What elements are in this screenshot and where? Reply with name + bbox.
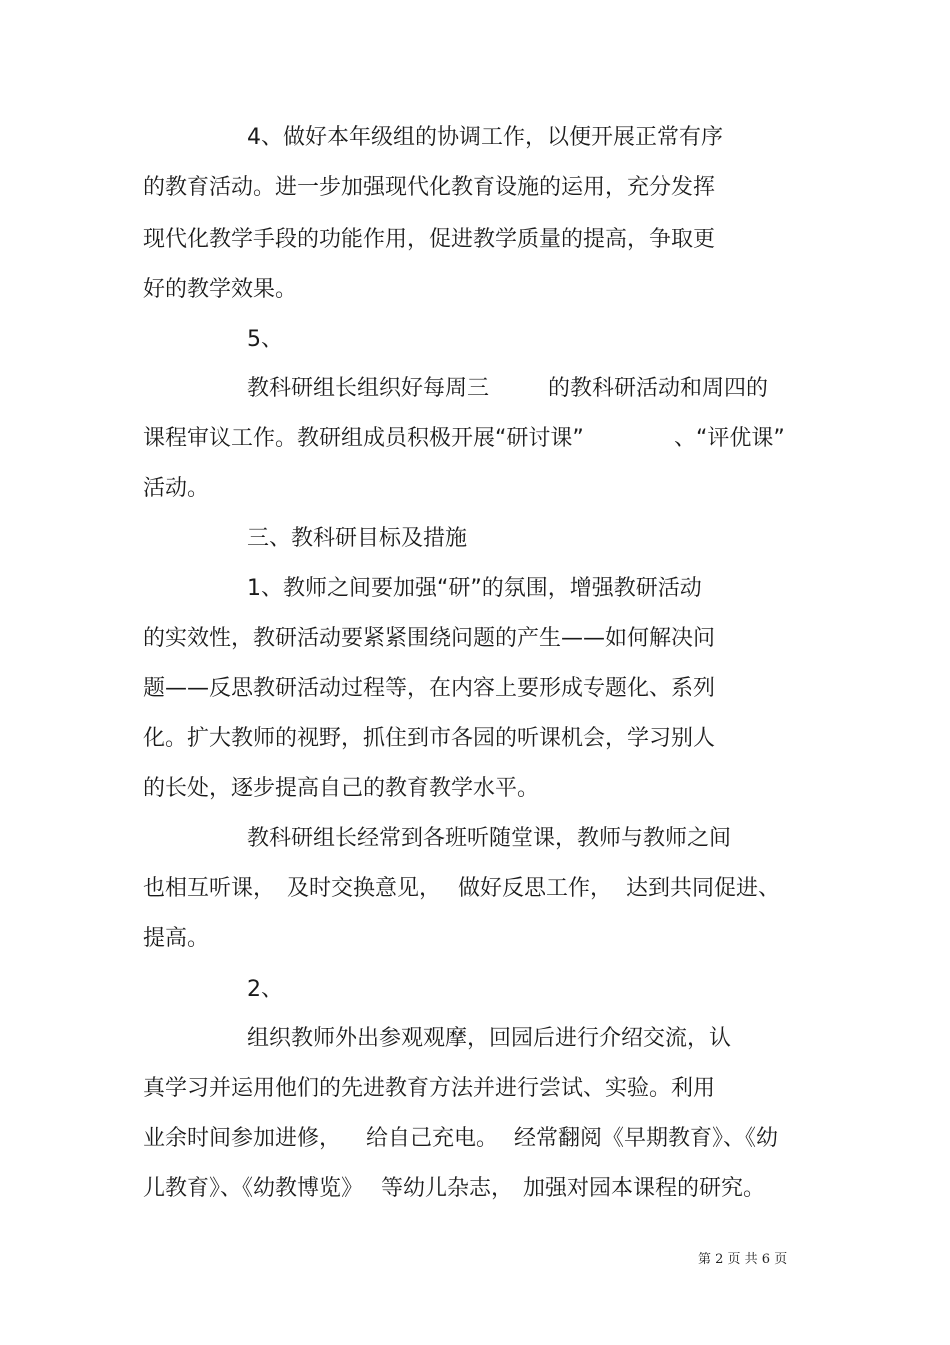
- text-line: 现代化教学手段的功能作用，促进教学质量的提高，争取更: [143, 227, 716, 252]
- text-line: 题——反思教研活动过程等，在内容上要形成专题化、系列: [143, 676, 716, 701]
- text-line: 2、: [247, 977, 283, 1002]
- text-line: 教科研组长组织好每周三: [247, 376, 490, 401]
- section-heading: 三、教科研目标及措施: [247, 526, 468, 551]
- text-line: 1、教师之间要加强“研”的氛围，增强教研活动: [247, 576, 702, 601]
- text-line: 课程审议工作。教研组成员积极开展“研讨课”: [143, 426, 584, 451]
- text-line: 化。扩大教师的视野，抓住到市各园的听课机会，学习别人: [143, 726, 716, 751]
- text-line: 加强对园本课程的研究。: [523, 1176, 766, 1201]
- text-line: 经常翻阅《早期教育》、《幼: [514, 1126, 779, 1151]
- text-line: 的教育活动。进一步加强现代化教育设施的运用，充分发挥: [143, 175, 716, 200]
- text-line: 活动。: [143, 476, 210, 501]
- text-line: 的实效性，教研活动要紧紧围绕问题的产生——如何解决问: [143, 626, 716, 651]
- text-line: 4、做好本年级组的协调工作，以便开展正常有序: [247, 125, 723, 150]
- text-line: 等幼儿杂志，: [381, 1176, 514, 1201]
- text-line: 达到共同促进、: [626, 876, 781, 901]
- text-line: 教科研组长经常到各班听随堂课，教师与教师之间: [247, 826, 732, 851]
- text-line: 儿教育》、《幼教博览》: [143, 1176, 364, 1201]
- text-line: 真学习并运用他们的先进教育方法并进行尝试、实验。利用: [143, 1076, 716, 1101]
- text-line: 的长处，逐步提高自己的教育教学水平。: [143, 776, 540, 801]
- text-line: 业余时间参加进修，: [143, 1126, 342, 1151]
- text-line: 组织教师外出参观观摩，回园后进行介绍交流，认: [247, 1026, 732, 1051]
- page-number: 第 2 页 共 6 页: [698, 1252, 788, 1267]
- text-line: 做好反思工作，: [458, 876, 613, 901]
- text-line: 给自己充电。: [366, 1126, 499, 1151]
- text-line: 、“评优课”: [674, 426, 785, 451]
- text-line: 也相互听课，: [143, 876, 276, 901]
- text-line: 的教科研活动和周四的: [548, 376, 769, 401]
- text-line: 5、: [247, 327, 283, 352]
- text-line: 提高。: [143, 926, 210, 951]
- text-line: 及时交换意见，: [287, 876, 442, 901]
- text-line: 好的教学效果。: [143, 277, 298, 302]
